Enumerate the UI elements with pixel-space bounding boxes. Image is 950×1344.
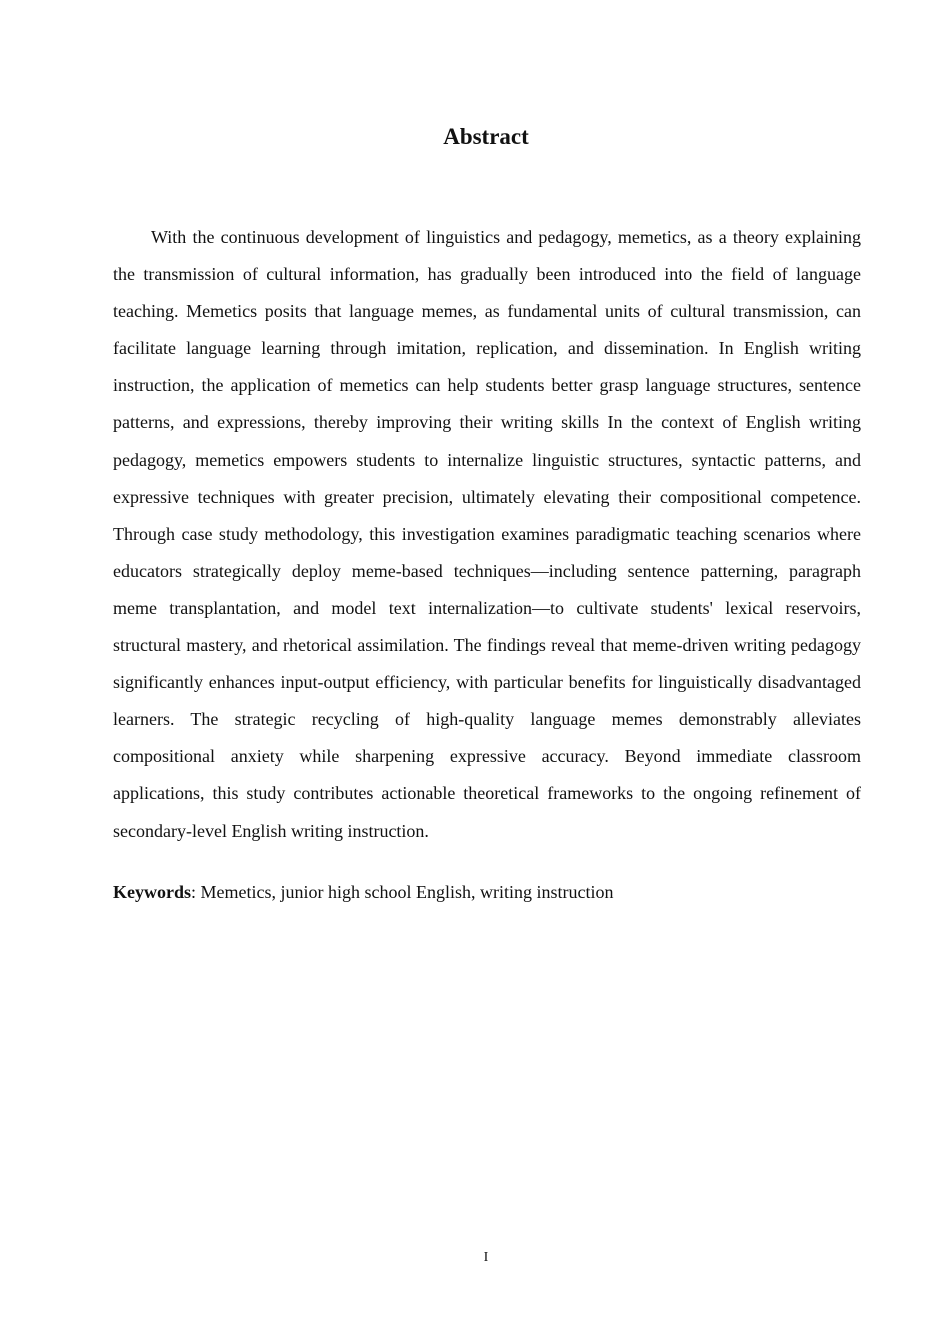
keywords-line (113, 879, 861, 905)
page-title: Abstract (443, 124, 529, 149)
keywords-label: Keywords (113, 882, 191, 902)
abstract-paragraph: With the continuous development of linguistics and pedagogy, memetics, as a theory explaining the transmission of cultural information, has gradually been introduced into the field of language teaching. Memetics posits that language memes, as fundamental units of cultural transmission, can facilitate language learning through imitation, replication, and dissemination. In English writing instruction, the application of memetics can help students better grasp language structures, sentence patterns, and expressions, thereby improving their writing skills In the context of English writing pedagogy, memetics empowers students to internalize linguistic structures, syntactic patterns, and expressive techniques with greater precision, ultimately elevating their compositional competence. Through case study methodology, this investigation examines paradigmatic teaching scenarios where educators strategically deploy meme-based techniques—including sentence patterning, paragraph meme transplantation, and model text internalization—to cultivate students' lexical reservoirs, structural mastery, and rhetorical assimilation. The findings reveal that meme-driven writing pedagogy significantly enhances input-output efficiency, with particular benefits for linguistically disadvantaged learners. The strategic recycling of high-quality language memes demonstrably alleviates compositional anxiety while sharpening expressive accuracy. Beyond immediate classroom applications, this study contributes actionable theoretical frameworks to the ongoing refinement of secondary-level English writing instruction. (113, 227, 861, 841)
keywords-text: Memetics, junior high school English, writing instruction (200, 882, 614, 902)
keywords-separator: : (191, 882, 201, 902)
page-number: I (483, 1250, 489, 1265)
